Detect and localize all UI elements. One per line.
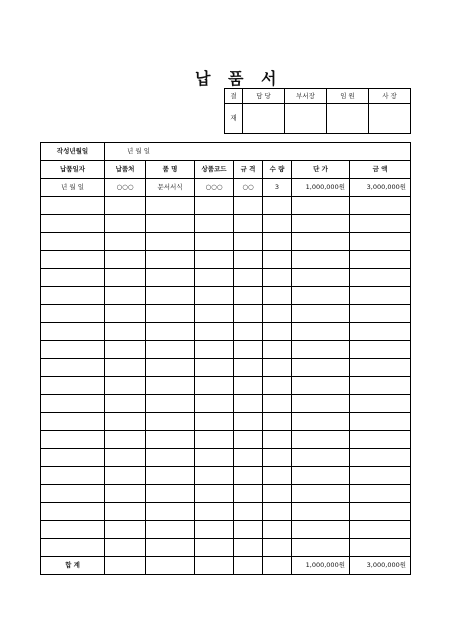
cell-delivery-date[interactable] — [41, 467, 105, 485]
header-amount: 금 액 — [350, 161, 411, 179]
table-row — [41, 413, 411, 431]
header-item-name: 품 명 — [146, 161, 195, 179]
cell-delivery-date[interactable] — [41, 395, 105, 413]
cell-amount[interactable]: 3,000,000원 — [350, 179, 411, 197]
cell-spec[interactable] — [234, 413, 263, 431]
cell-item-name[interactable] — [146, 467, 195, 485]
table-row — [41, 197, 411, 215]
cell-item-name[interactable] — [146, 323, 195, 341]
total-label: 합 계 — [41, 557, 105, 575]
cell-unit-price[interactable] — [292, 431, 350, 449]
cell-amount[interactable] — [350, 521, 411, 539]
cell-recipient[interactable] — [105, 521, 146, 539]
cell-recipient[interactable] — [105, 449, 146, 467]
cell-spec[interactable] — [234, 197, 263, 215]
cell-quantity[interactable] — [263, 485, 292, 503]
cell-item-name[interactable] — [146, 197, 195, 215]
cell-quantity[interactable] — [263, 341, 292, 359]
cell-quantity[interactable] — [263, 431, 292, 449]
cell-spec[interactable] — [234, 269, 263, 287]
cell-delivery-date[interactable] — [41, 431, 105, 449]
table-row — [41, 377, 411, 395]
cell-spec[interactable] — [234, 503, 263, 521]
cell-spec[interactable] — [234, 485, 263, 503]
approval-role-executive: 임 원 — [327, 89, 369, 104]
cell-recipient[interactable] — [105, 323, 146, 341]
cell-spec[interactable] — [234, 251, 263, 269]
cell-delivery-date[interactable] — [41, 341, 105, 359]
cell-delivery-date[interactable] — [41, 377, 105, 395]
cell-amount[interactable] — [350, 323, 411, 341]
cell-item-name[interactable] — [146, 377, 195, 395]
cell-delivery-date[interactable] — [41, 413, 105, 431]
cell-unit-price[interactable]: 1,000,000원 — [292, 179, 350, 197]
table-row — [41, 503, 411, 521]
approval-role-staff: 담 당 — [243, 89, 285, 104]
cell-quantity[interactable] — [263, 197, 292, 215]
cell-spec[interactable]: ○○ — [234, 179, 263, 197]
cell-amount[interactable] — [350, 503, 411, 521]
table-row — [41, 179, 411, 197]
cell-unit-price[interactable] — [292, 359, 350, 377]
cell-recipient[interactable] — [105, 233, 146, 251]
cell-quantity[interactable] — [263, 269, 292, 287]
cell-quantity[interactable] — [263, 215, 292, 233]
cell-product-code[interactable] — [195, 305, 234, 323]
header-recipient: 납품처 — [105, 161, 146, 179]
table-row — [41, 359, 411, 377]
cell-quantity[interactable] — [263, 395, 292, 413]
cell-quantity[interactable] — [263, 521, 292, 539]
cell-spec[interactable] — [234, 233, 263, 251]
cell-quantity[interactable]: 3 — [263, 179, 292, 197]
cell-delivery-date[interactable] — [41, 305, 105, 323]
cell-spec[interactable] — [234, 449, 263, 467]
cell-recipient[interactable] — [105, 503, 146, 521]
total-spec — [234, 557, 263, 575]
table-row — [41, 269, 411, 287]
cell-amount[interactable] — [350, 233, 411, 251]
table-row — [41, 251, 411, 269]
cell-quantity[interactable] — [263, 251, 292, 269]
cell-item-name[interactable] — [146, 359, 195, 377]
total-product-code — [195, 557, 234, 575]
cell-amount[interactable] — [350, 359, 411, 377]
cell-unit-price[interactable] — [292, 449, 350, 467]
cell-spec[interactable] — [234, 431, 263, 449]
cell-recipient[interactable] — [105, 539, 146, 557]
cell-unit-price[interactable] — [292, 377, 350, 395]
cell-item-name[interactable] — [146, 215, 195, 233]
cell-item-name[interactable] — [146, 539, 195, 557]
cell-recipient[interactable] — [105, 485, 146, 503]
cell-product-code[interactable] — [195, 431, 234, 449]
cell-amount[interactable] — [350, 467, 411, 485]
approval-table — [224, 88, 411, 134]
cell-amount[interactable] — [350, 305, 411, 323]
table-row — [41, 431, 411, 449]
cell-quantity[interactable] — [263, 305, 292, 323]
table-row — [41, 341, 411, 359]
approval-label-top: 결 — [225, 89, 243, 104]
cell-amount[interactable] — [350, 485, 411, 503]
cell-item-name[interactable] — [146, 449, 195, 467]
cell-product-code[interactable] — [195, 467, 234, 485]
cell-quantity[interactable] — [263, 287, 292, 305]
cell-item-name[interactable] — [146, 233, 195, 251]
cell-product-code[interactable] — [195, 539, 234, 557]
cell-unit-price[interactable] — [292, 467, 350, 485]
cell-unit-price[interactable] — [292, 197, 350, 215]
cell-item-name[interactable] — [146, 269, 195, 287]
cell-delivery-date[interactable] — [41, 323, 105, 341]
cell-spec[interactable] — [234, 395, 263, 413]
approval-role-president: 사 장 — [369, 89, 411, 104]
cell-quantity[interactable] — [263, 359, 292, 377]
cell-product-code[interactable] — [195, 359, 234, 377]
header-quantity: 수 량 — [263, 161, 292, 179]
cell-amount[interactable] — [350, 287, 411, 305]
cell-recipient[interactable] — [105, 287, 146, 305]
cell-item-name[interactable] — [146, 395, 195, 413]
cell-item-name[interactable] — [146, 305, 195, 323]
cell-quantity[interactable] — [263, 413, 292, 431]
cell-amount[interactable] — [350, 215, 411, 233]
date-label: 작성년월일 — [41, 143, 105, 161]
cell-delivery-date[interactable] — [41, 215, 105, 233]
cell-delivery-date[interactable] — [41, 287, 105, 305]
cell-item-name[interactable] — [146, 287, 195, 305]
cell-amount[interactable] — [350, 431, 411, 449]
cell-product-code[interactable] — [195, 215, 234, 233]
cell-product-code[interactable] — [195, 251, 234, 269]
cell-delivery-date[interactable] — [41, 539, 105, 557]
table-row — [41, 485, 411, 503]
cell-spec[interactable] — [234, 521, 263, 539]
cell-unit-price[interactable] — [292, 269, 350, 287]
cell-spec[interactable] — [234, 377, 263, 395]
cell-unit-price[interactable] — [292, 305, 350, 323]
cell-recipient[interactable] — [105, 431, 146, 449]
cell-recipient[interactable] — [105, 467, 146, 485]
header-delivery-date: 납품일자 — [41, 161, 105, 179]
table-row — [41, 395, 411, 413]
table-row — [41, 233, 411, 251]
cell-recipient[interactable] — [105, 197, 146, 215]
cell-quantity[interactable] — [263, 467, 292, 485]
cell-spec[interactable] — [234, 539, 263, 557]
cell-spec[interactable] — [234, 467, 263, 485]
table-row — [41, 323, 411, 341]
cell-spec[interactable] — [234, 215, 263, 233]
cell-delivery-date[interactable] — [41, 503, 105, 521]
header-unit-price: 단 가 — [292, 161, 350, 179]
cell-item-name[interactable] — [146, 413, 195, 431]
cell-product-code[interactable] — [195, 413, 234, 431]
total-recipient — [105, 557, 146, 575]
table-row — [41, 467, 411, 485]
cell-item-name[interactable] — [146, 485, 195, 503]
cell-delivery-date[interactable]: 년 월 일 — [41, 179, 105, 197]
cell-delivery-date[interactable] — [41, 359, 105, 377]
header-product-code: 상품코드 — [195, 161, 234, 179]
cell-recipient[interactable] — [105, 395, 146, 413]
table-row — [41, 539, 411, 557]
cell-unit-price[interactable] — [292, 413, 350, 431]
cell-unit-price[interactable] — [292, 341, 350, 359]
cell-unit-price[interactable] — [292, 485, 350, 503]
cell-recipient[interactable] — [105, 359, 146, 377]
cell-item-name[interactable] — [146, 341, 195, 359]
cell-product-code[interactable] — [195, 233, 234, 251]
cell-delivery-date[interactable] — [41, 269, 105, 287]
cell-amount[interactable] — [350, 341, 411, 359]
signature-box-president[interactable] — [369, 104, 411, 134]
table-row — [41, 305, 411, 323]
cell-unit-price[interactable] — [292, 323, 350, 341]
cell-unit-price[interactable] — [292, 287, 350, 305]
cell-product-code[interactable] — [195, 287, 234, 305]
cell-product-code[interactable] — [195, 503, 234, 521]
cell-amount[interactable] — [350, 269, 411, 287]
cell-quantity[interactable] — [263, 323, 292, 341]
cell-spec[interactable] — [234, 287, 263, 305]
signature-box-staff[interactable] — [243, 104, 285, 134]
signature-box-manager[interactable] — [285, 104, 327, 134]
cell-unit-price[interactable] — [292, 215, 350, 233]
header-spec: 규 격 — [234, 161, 263, 179]
cell-amount[interactable] — [350, 197, 411, 215]
approval-label-bottom: 재 — [225, 104, 243, 134]
cell-recipient[interactable] — [105, 341, 146, 359]
document-title: 납 품 서 — [195, 69, 283, 88]
cell-unit-price[interactable] — [292, 233, 350, 251]
cell-item-name[interactable] — [146, 503, 195, 521]
header-row — [41, 161, 411, 179]
cell-delivery-date[interactable] — [41, 251, 105, 269]
cell-amount[interactable] — [350, 539, 411, 557]
cell-amount[interactable] — [350, 395, 411, 413]
date-value[interactable]: 년 월 일 — [105, 143, 411, 161]
approval-role-manager: 부서장 — [285, 89, 327, 104]
cell-delivery-date[interactable] — [41, 197, 105, 215]
cell-product-code[interactable] — [195, 449, 234, 467]
cell-product-code[interactable]: ○○○ — [195, 179, 234, 197]
cell-recipient[interactable]: ○○○ — [105, 179, 146, 197]
total-item-name — [146, 557, 195, 575]
cell-unit-price[interactable] — [292, 503, 350, 521]
table-row — [41, 215, 411, 233]
cell-product-code[interactable] — [195, 395, 234, 413]
date-row — [41, 143, 411, 161]
cell-spec[interactable] — [234, 305, 263, 323]
cell-product-code[interactable] — [195, 485, 234, 503]
cell-product-code[interactable] — [195, 521, 234, 539]
cell-delivery-date[interactable] — [41, 485, 105, 503]
cell-quantity[interactable] — [263, 503, 292, 521]
cell-amount[interactable] — [350, 413, 411, 431]
cell-recipient[interactable] — [105, 377, 146, 395]
cell-quantity[interactable] — [263, 449, 292, 467]
cell-delivery-date[interactable] — [41, 233, 105, 251]
cell-unit-price[interactable] — [292, 539, 350, 557]
cell-product-code[interactable] — [195, 323, 234, 341]
total-unit-price: 1,000,000원 — [292, 557, 350, 575]
cell-delivery-date[interactable] — [41, 521, 105, 539]
total-quantity — [263, 557, 292, 575]
cell-unit-price[interactable] — [292, 251, 350, 269]
cell-item-name[interactable]: 문서서식 — [146, 179, 195, 197]
cell-delivery-date[interactable] — [41, 449, 105, 467]
cell-quantity[interactable] — [263, 233, 292, 251]
cell-recipient[interactable] — [105, 269, 146, 287]
cell-product-code[interactable] — [195, 197, 234, 215]
table-row — [41, 287, 411, 305]
cell-quantity[interactable] — [263, 377, 292, 395]
cell-recipient[interactable] — [105, 251, 146, 269]
cell-amount[interactable] — [350, 449, 411, 467]
delivery-table — [40, 142, 411, 575]
total-amount: 3,000,000원 — [350, 557, 411, 575]
cell-recipient[interactable] — [105, 305, 146, 323]
cell-spec[interactable] — [234, 341, 263, 359]
cell-amount[interactable] — [350, 251, 411, 269]
cell-amount[interactable] — [350, 377, 411, 395]
cell-unit-price[interactable] — [292, 521, 350, 539]
cell-product-code[interactable] — [195, 377, 234, 395]
table-row — [41, 449, 411, 467]
cell-spec[interactable] — [234, 359, 263, 377]
cell-spec[interactable] — [234, 323, 263, 341]
cell-quantity[interactable] — [263, 539, 292, 557]
cell-unit-price[interactable] — [292, 395, 350, 413]
cell-product-code[interactable] — [195, 341, 234, 359]
cell-recipient[interactable] — [105, 215, 146, 233]
cell-item-name[interactable] — [146, 251, 195, 269]
cell-product-code[interactable] — [195, 269, 234, 287]
signature-box-executive[interactable] — [327, 104, 369, 134]
table-row — [41, 521, 411, 539]
cell-item-name[interactable] — [146, 431, 195, 449]
cell-recipient[interactable] — [105, 413, 146, 431]
total-row — [41, 557, 411, 575]
cell-item-name[interactable] — [146, 521, 195, 539]
